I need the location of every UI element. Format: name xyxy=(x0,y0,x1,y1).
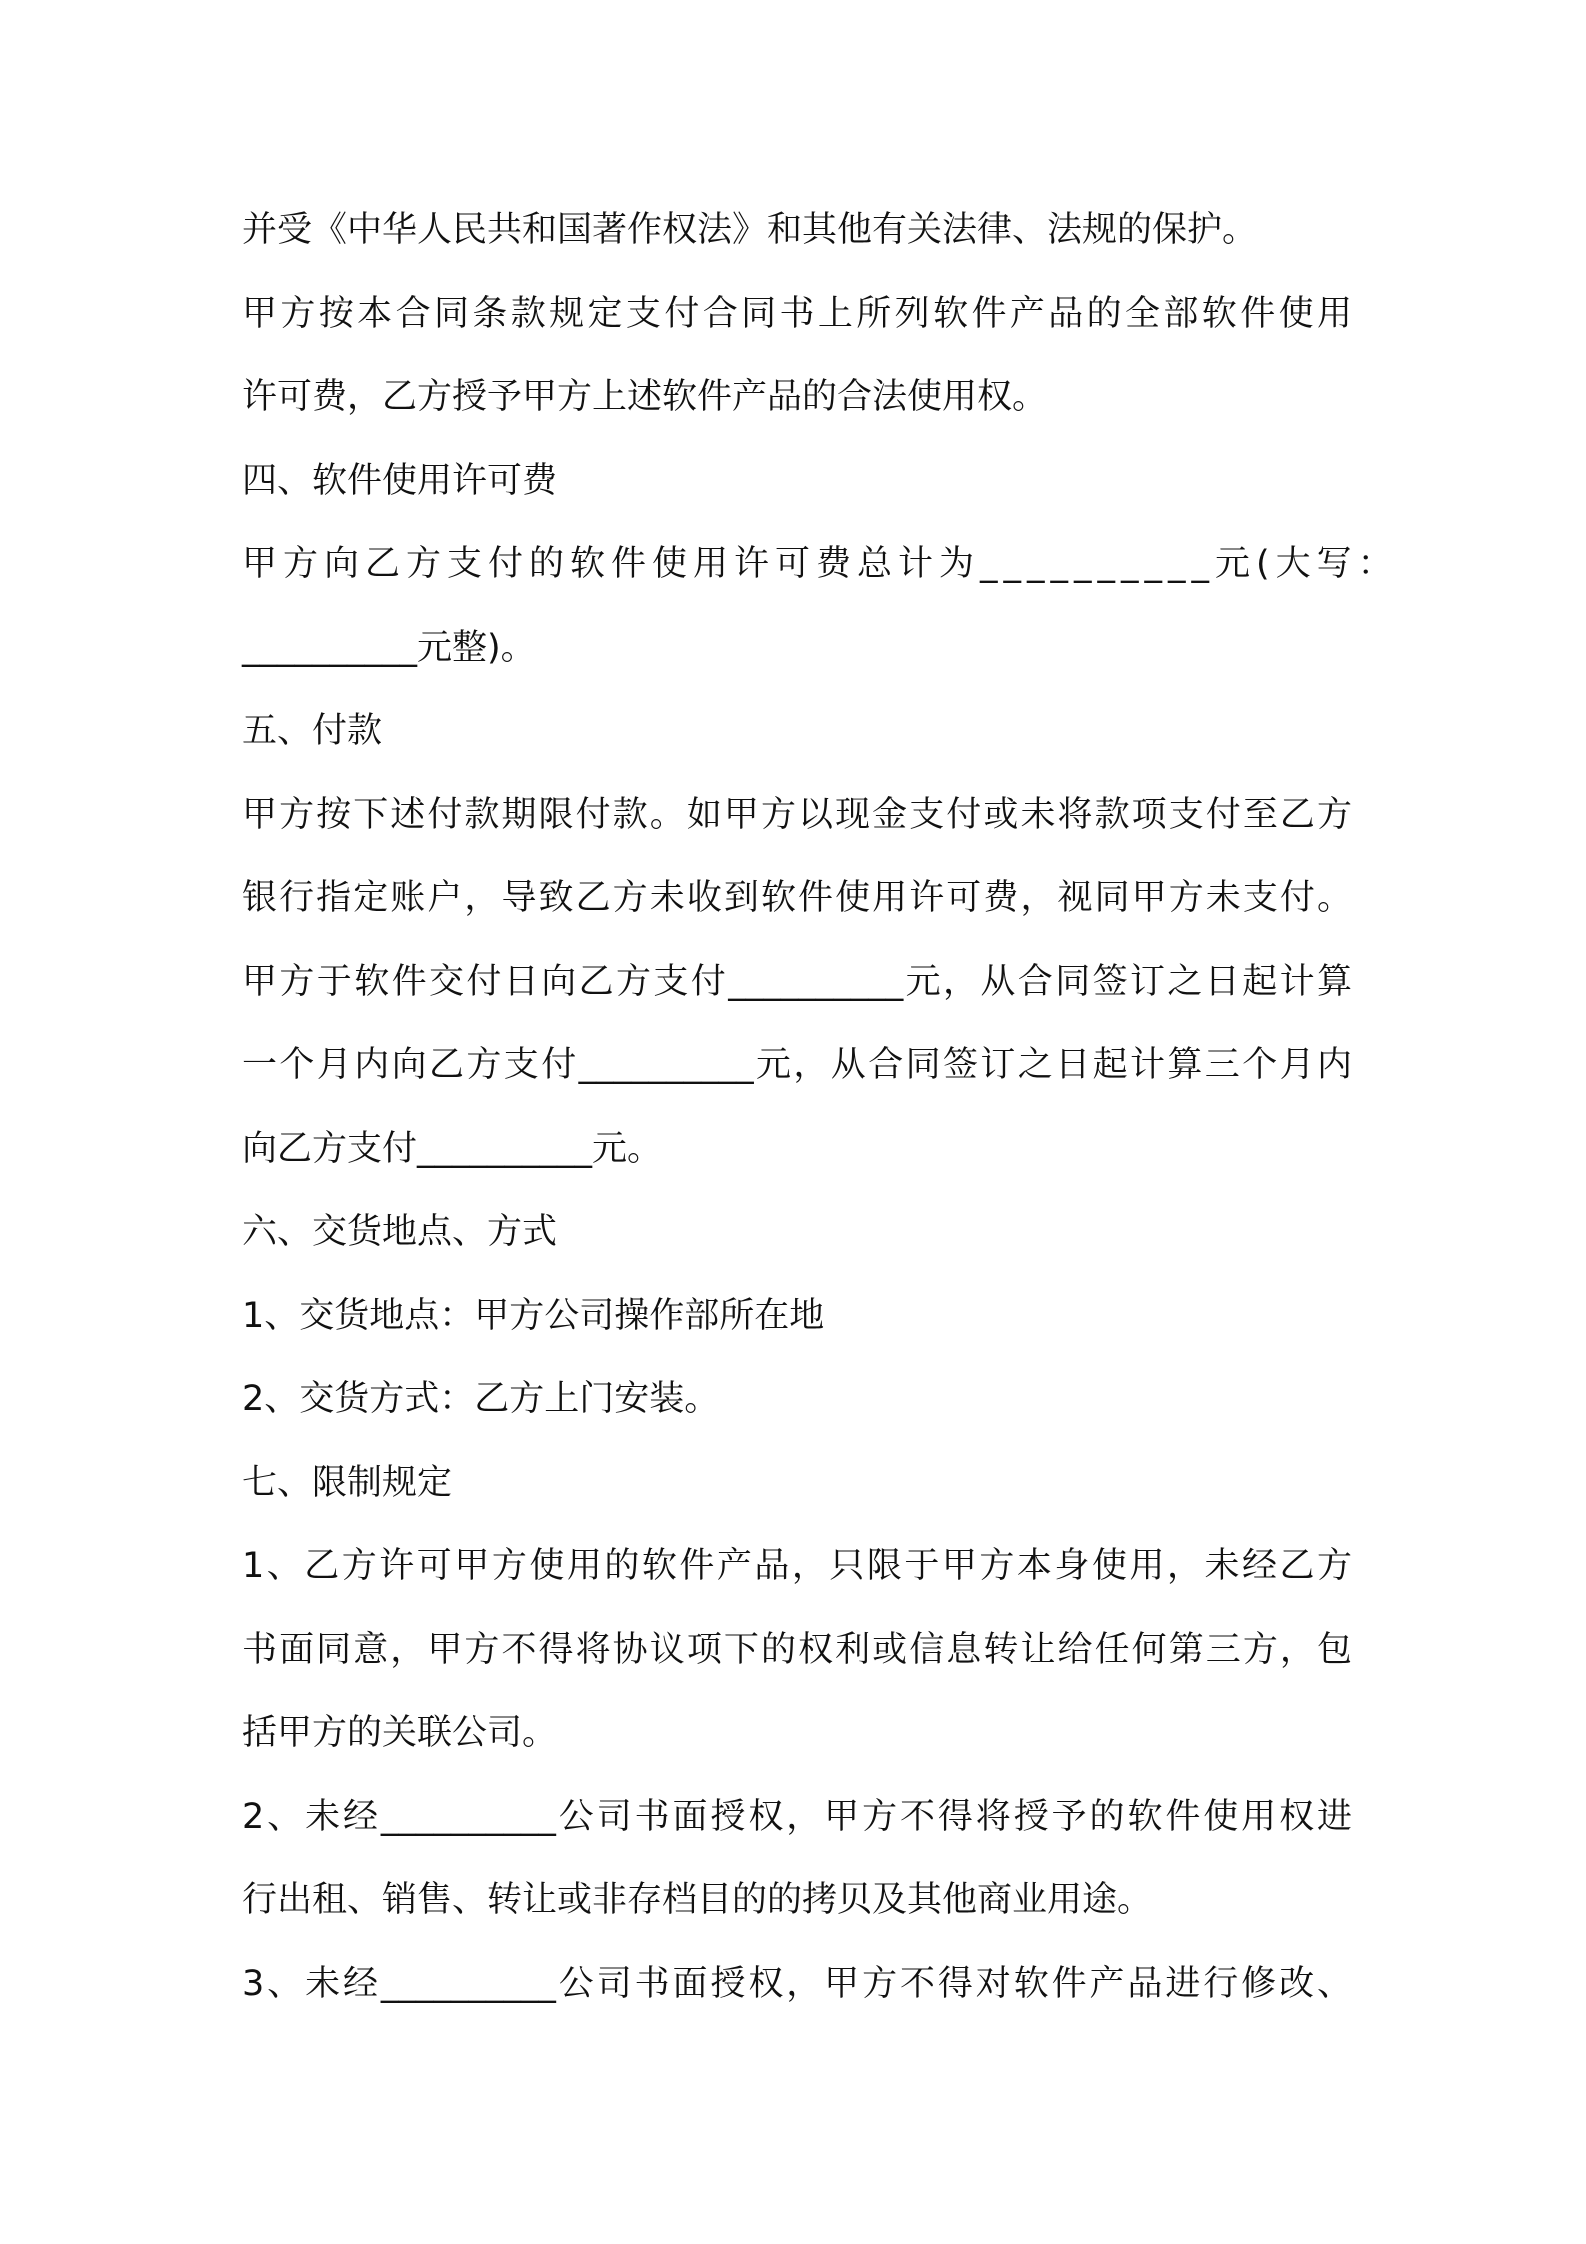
paragraph-line: 向乙方支付__________元。 xyxy=(242,1128,663,1169)
paragraph-line: 甲方按下述付款期限付款。如甲方以现金支付或未将款项支付至乙方 xyxy=(242,794,1352,835)
paragraph-line: 书面同意，甲方不得将协议项下的权利或信息转让给任何第三方，包 xyxy=(242,1629,1352,1670)
list-item: 1、乙方许可甲方使用的软件产品，只限于甲方本身使用，未经乙方 xyxy=(242,1546,1352,1586)
paragraph-line: 甲方向乙方支付的软件使用许可费总计为__________元(大写： xyxy=(242,544,1399,584)
paragraph-line: 一个月内向乙方支付__________元，从合同签订之日起计算三个月内 xyxy=(242,1045,1352,1085)
section-heading: 六、交货地点、方式 xyxy=(242,1212,558,1252)
paragraph-line: 括甲方的关联公司。 xyxy=(242,1713,558,1753)
list-item: 1、交货地点：甲方公司操作部所在地 xyxy=(242,1295,825,1336)
section-heading: 四、软件使用许可费 xyxy=(242,460,558,501)
paragraph-line: 甲方于软件交付日向乙方支付__________元，从合同签订之日起计算 xyxy=(242,961,1352,1002)
paragraph-line: 许可费，乙方授予甲方上述软件产品的合法使用权。 xyxy=(242,377,1048,417)
contract-text-body xyxy=(242,200,1399,2037)
list-item: 2、未经__________公司书面授权，甲方不得将授予的软件使用权进 xyxy=(242,1796,1352,1837)
section-heading: 五、付款 xyxy=(242,711,383,751)
paragraph-line: 并受《中华人民共和国著作权法》和其他有关法律、法规的保护。 xyxy=(242,210,1258,250)
paragraph-line: __________元整)。 xyxy=(242,627,536,668)
section-heading: 七、限制规定 xyxy=(242,1462,453,1503)
paragraph-line: 银行指定账户，导致乙方未收到软件使用许可费，视同甲方未支付。 xyxy=(242,878,1352,918)
paragraph-line: 行出租、销售、转让或非存档目的的拷贝及其他商业用途。 xyxy=(242,1880,1153,1920)
paragraph-line: 甲方按本合同条款规定支付合同书上所列软件产品的全部软件使用 xyxy=(242,293,1352,334)
list-item: 2、交货方式：乙方上门安装。 xyxy=(242,1379,720,1419)
list-item: 3、未经__________公司书面授权，甲方不得对软件产品进行修改、 xyxy=(242,1963,1352,2004)
